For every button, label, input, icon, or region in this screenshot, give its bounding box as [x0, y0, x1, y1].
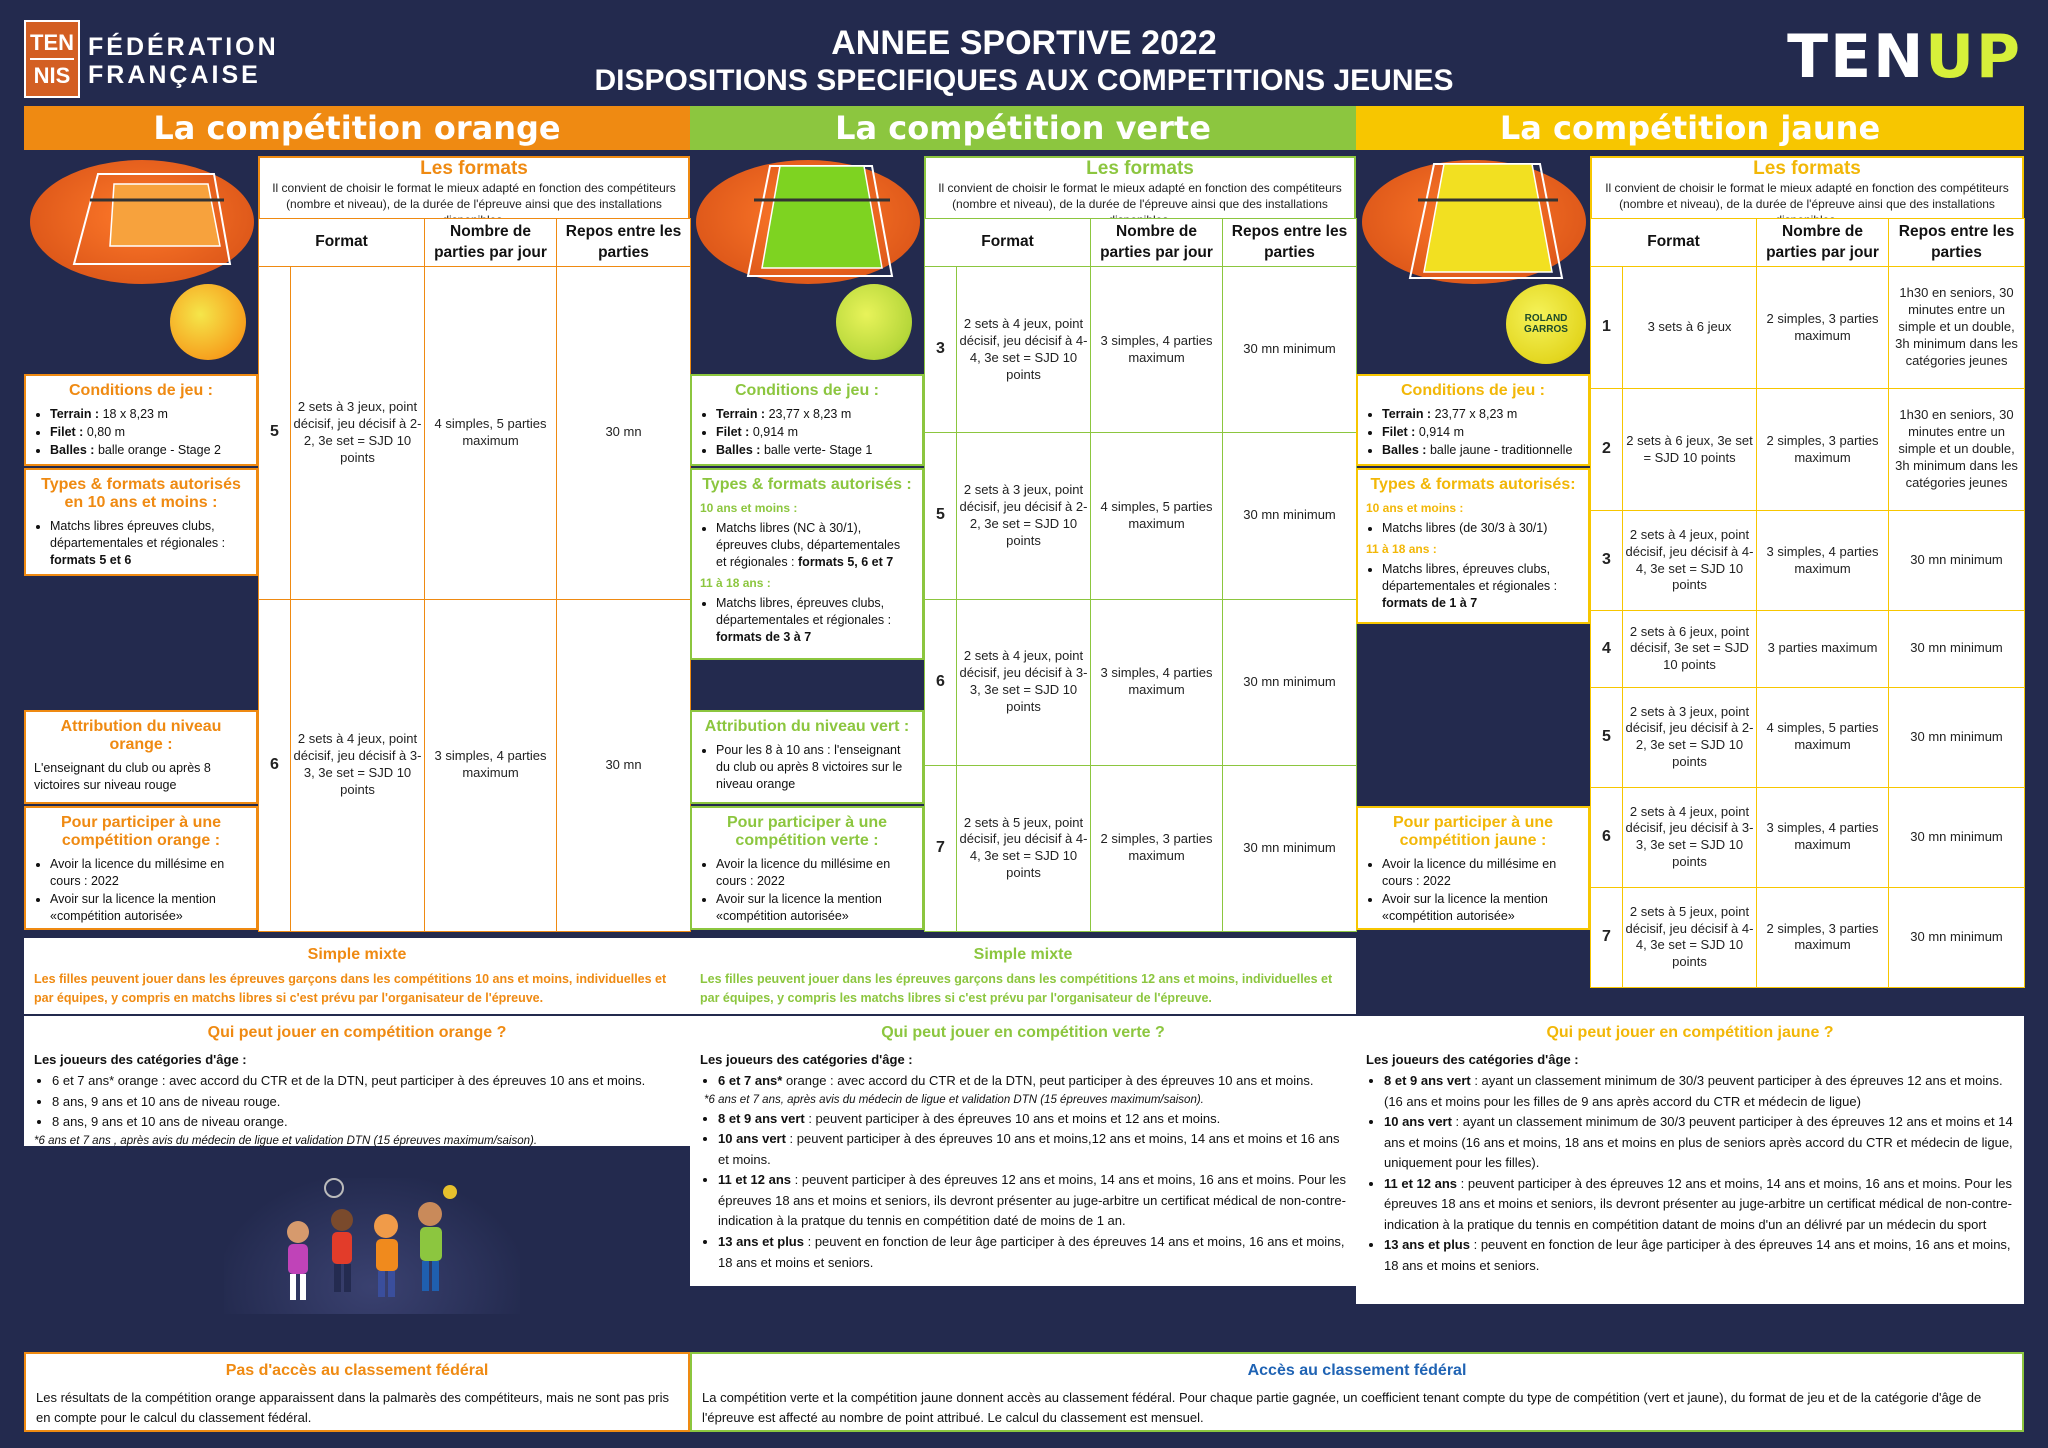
- repos-cell: 30 mn minimum: [1889, 511, 2025, 611]
- col-format: Format: [259, 219, 425, 267]
- col-format: Format: [1591, 219, 1757, 267]
- table-row: [1591, 511, 2025, 611]
- types-item2: • Matchs libres, épreuves clubs, départementales et régionales : formats de 3 à 7: [716, 595, 914, 646]
- orange-conditions: [24, 374, 258, 466]
- format-cell: 2 sets à 3 jeux, point décisif, jeu décisif à 2-2, 3e set = SJD 10 points: [957, 433, 1091, 599]
- formats-desc2: (nombre et niveau), de la durée de l'épreuve ainsi que des installations: [286, 197, 662, 212]
- orange-participer: [24, 806, 258, 930]
- green-formats-table: [924, 218, 1357, 932]
- ball-brand-text: ROLAND GARROS: [1524, 313, 1568, 335]
- parties-cell: 2 simples, 3 parties maximum: [1091, 765, 1223, 931]
- format-cell: 2 sets à 3 jeux, point décisif, jeu décisif à 2-2, 3e set = SJD 10 points: [291, 267, 425, 600]
- parties-cell: 3 simples, 4 parties maximum: [1091, 599, 1223, 765]
- format-num: 7: [925, 765, 957, 931]
- repos-cell: 30 mn minimum: [1889, 887, 2025, 987]
- table-row: [925, 433, 1357, 599]
- court-lines-icon: [696, 160, 920, 284]
- formats-desc1: Il convient de choisir le format le mieux adapté en fonction des compétiteurs: [1605, 181, 2009, 195]
- who-item: • 13 ans et plus : peuvent en fonction de leur âge participer à des épreuves 14 ans et moins, 16 ans et moins, 18 ans et moins et seniors.: [1384, 1235, 2014, 1276]
- cond-filet: • Filet : 0,914 m: [716, 424, 914, 441]
- table-row: [1591, 611, 2025, 688]
- cond-balles: • Balles : balle verte- Stage 1: [716, 442, 914, 459]
- format-cell: 2 sets à 6 jeux, point décisif, 3e set = SJD 10 points: [1623, 611, 1757, 688]
- types-item: • Matchs libres épreuves clubs, départementales et régionales : formats 5 et 6: [50, 518, 248, 569]
- col-format: Format: [925, 219, 1091, 267]
- formats-title: Les formats: [420, 158, 528, 179]
- who-title: Qui peut jouer en compétition verte ?: [881, 1024, 1165, 1041]
- participer-title: Pour participer à une compétition verte :: [726, 814, 888, 849]
- types-title: Types & formats autorisés en 10 ans et moins :: [41, 476, 241, 511]
- format-cell: 2 sets à 5 jeux, point décisif, jeu décisif à 4-4, 3e set = SJD 10 points: [957, 765, 1091, 931]
- who-note: *6 ans et 7 ans, après avis du médecin de ligue et validation DTN (15 épreuves maximum/saison).: [704, 1093, 1204, 1106]
- types-title: Types & formats autorisés :: [702, 476, 912, 493]
- parties-cell: 4 simples, 5 parties maximum: [1757, 687, 1889, 787]
- format-cell: 2 sets à 5 jeux, point décisif, jeu décisif à 4-4, 3e set = SJD 10 points: [1623, 887, 1757, 987]
- who-note: *6 ans et 7 ans , après avis du médecin de ligue et validation DTN (15 épreuves maximum/saison).: [34, 1134, 538, 1147]
- fft-logo: [24, 20, 80, 98]
- tenup-ten: TEN: [1787, 22, 1926, 92]
- orange-who: [24, 1016, 690, 1146]
- format-cell: 2 sets à 4 jeux, point décisif, jeu décisif à 3-3, 3e set = SJD 10 points: [957, 599, 1091, 765]
- format-num: 5: [1591, 687, 1623, 787]
- who-item: • 6 et 7 ans* orange : avec accord du CTR et de la DTN, peut participer à des épreuves 10 ans et moins.: [718, 1071, 1346, 1092]
- parties-cell: 2 simples, 3 parties maximum: [1757, 389, 1889, 511]
- format-num: 4: [1591, 611, 1623, 688]
- col-repos: Repos entre les parties: [557, 219, 691, 267]
- parties-cell: 2 simples, 3 parties maximum: [1757, 887, 1889, 987]
- repos-cell: 30 mn minimum: [1889, 611, 2025, 688]
- cond-balles: • Balles : balle orange - Stage 2: [50, 442, 248, 459]
- formats-desc2: (nombre et niveau), de la durée de l'épreuve ainsi que des installations: [1619, 197, 1995, 212]
- table-row: [1591, 389, 2025, 511]
- cond-filet: • Filet : 0,80 m: [50, 424, 248, 441]
- yellow-ball-icon: [1506, 284, 1586, 364]
- cond-terrain: • Terrain : 18 x 8,23 m: [50, 406, 248, 423]
- format-num: 7: [1591, 887, 1623, 987]
- attrib-text: • Pour les 8 à 10 ans : l'enseignant du club ou après 8 victoires sur le niveau orange: [716, 742, 914, 793]
- types-sub1: 10 ans et moins :: [700, 501, 798, 515]
- who-item: • 8 et 9 ans vert : ayant un classement minimum de 30/3 peuvent participer à des épreuves 12 ans et moins. (16 ans et moins pour les filles de 9 ans après accord du CTR et médecin de ligue): [1384, 1071, 2014, 1112]
- table-row: [259, 267, 691, 600]
- formats-desc1: Il convient de choisir le format le mieux adapté en fonction des compétiteurs: [272, 181, 676, 195]
- types-sub2: 11 à 18 ans :: [1366, 542, 1437, 557]
- parties-cell: 3 simples, 4 parties maximum: [1091, 267, 1223, 433]
- cond-filet: • Filet : 0,914 m: [1382, 424, 1580, 441]
- participer-1: • Avoir la licence du millésime en cours : 2022: [716, 856, 914, 890]
- federation-line2: FRANÇAISE: [88, 60, 261, 89]
- attrib-text: L'enseignant du club ou après 8 victoires sur niveau rouge: [34, 761, 211, 792]
- parties-cell: 4 simples, 5 parties maximum: [1091, 433, 1223, 599]
- conditions-title: Conditions de jeu :: [735, 382, 879, 399]
- format-cell: 2 sets à 4 jeux, point décisif, jeu décisif à 3-3, 3e set = SJD 10 points: [291, 599, 425, 932]
- tenup-up: UP: [1925, 22, 2022, 92]
- logo-text-bottom: NIS: [33, 63, 71, 88]
- who-item: • 8 ans, 9 ans et 10 ans de niveau rouge.: [52, 1092, 680, 1113]
- parties-cell: 3 simples, 4 parties maximum: [1757, 787, 1889, 887]
- col-parties: Nombre de parties par jour: [1091, 219, 1223, 267]
- repos-cell: 30 mn: [557, 599, 691, 932]
- repos-cell: 1h30 en seniors, 30 minutes entre un simple et un double, 3h minimum dans les catégories jeunes: [1889, 267, 2025, 389]
- table-row: [1591, 887, 2025, 987]
- cond-balles: • Balles : balle jaune - traditionnelle: [1382, 442, 1580, 459]
- participer-2: • Avoir sur la licence la mention «compétition autorisée»: [716, 891, 914, 925]
- repos-cell: 30 mn: [557, 267, 691, 600]
- who-label: Les joueurs des catégories d'âge :: [700, 1052, 913, 1067]
- green-yellow-access: [690, 1352, 2024, 1432]
- formats-desc2: (nombre et niveau), de la durée de l'épreuve ainsi que des installations: [952, 197, 1328, 212]
- col-repos: Repos entre les parties: [1223, 219, 1357, 267]
- green-who: [690, 1016, 1356, 1286]
- orange-ball-icon: [170, 284, 246, 360]
- orange-simple-mixte: [24, 938, 690, 1014]
- access-title: Accès au classement fédéral: [1247, 1362, 1467, 1379]
- types-item1: • Matchs libres (NC à 30/1), épreuves clubs, départementales et régionales : formats 5, 6 et 7: [716, 520, 914, 571]
- format-num: 5: [259, 267, 291, 600]
- format-cell: 2 sets à 4 jeux, point décisif, jeu décisif à 3-3, 3e set = SJD 10 points: [1623, 787, 1757, 887]
- format-num: 6: [1591, 787, 1623, 887]
- table-row: [925, 599, 1357, 765]
- green-participer: [690, 806, 924, 930]
- attrib-title: Attribution du niveau orange :: [60, 718, 222, 753]
- repos-cell: 1h30 en seniors, 30 minutes entre un simple et un double, 3h minimum dans les catégories jeunes: [1889, 389, 2025, 511]
- format-num: 1: [1591, 267, 1623, 389]
- formats-title: Les formats: [1753, 158, 1861, 179]
- orange-access: [24, 1352, 690, 1432]
- simple-title: Simple mixte: [307, 946, 407, 963]
- access-title: Pas d'accès au classement fédéral: [225, 1362, 489, 1379]
- logo-text-top: TEN: [30, 29, 74, 55]
- col-parties: Nombre de parties par jour: [1757, 219, 1889, 267]
- kids-illustration: [224, 1178, 520, 1314]
- parties-cell: 3 parties maximum: [1757, 611, 1889, 688]
- band-orange: La compétition orange: [24, 106, 690, 150]
- kids-players-icon: [224, 1178, 520, 1314]
- yellow-conditions: [1356, 374, 1590, 466]
- page-title: ANNEE SPORTIVE 2022: [831, 24, 1217, 62]
- parties-cell: 3 simples, 4 parties maximum: [1757, 511, 1889, 611]
- yellow-court-illustration: [1362, 160, 1586, 284]
- table-row: [1591, 787, 2025, 887]
- col-parties: Nombre de parties par jour: [425, 219, 557, 267]
- who-item: • 8 et 9 ans vert : peuvent participer à des épreuves 10 ans et moins et 12 ans et moins.: [718, 1109, 1346, 1130]
- participer-2: • Avoir sur la licence la mention «compétition autorisée»: [1382, 891, 1580, 925]
- types-sub1: 10 ans et moins :: [1366, 501, 1464, 515]
- table-row: [259, 599, 691, 932]
- who-title: Qui peut jouer en compétition jaune ?: [1546, 1024, 1834, 1041]
- types-sub2: 11 à 18 ans :: [700, 575, 771, 590]
- green-types: [690, 468, 924, 660]
- participer-1: • Avoir la licence du millésime en cours : 2022: [1382, 856, 1580, 890]
- who-label: Les joueurs des catégories d'âge :: [1366, 1052, 1579, 1067]
- cond-terrain: • Terrain : 23,77 x 8,23 m: [716, 406, 914, 423]
- types-item2: • Matchs libres, épreuves clubs, départementales et régionales : formats de 1 à 7: [1382, 561, 1580, 612]
- format-num: 3: [1591, 511, 1623, 611]
- table-row: [925, 267, 1357, 433]
- format-cell: 3 sets à 6 jeux: [1623, 267, 1757, 389]
- band-green: La compétition verte: [690, 106, 1356, 150]
- conditions-title: Conditions de jeu :: [69, 382, 213, 399]
- access-text: Les résultats de la compétition orange apparaissent dans la palmarès des compétiteurs, mais ne sont pas pris en compte pour le calcul du classement fédéral.: [36, 1390, 670, 1425]
- yellow-participer: [1356, 806, 1590, 930]
- orange-formats-table: [258, 218, 691, 932]
- types-item1: • Matchs libres (de 30/3 à 30/1): [1382, 520, 1580, 537]
- band-yellow: La compétition jaune: [1356, 106, 2024, 150]
- parties-cell: 4 simples, 5 parties maximum: [425, 267, 557, 600]
- formats-desc1: Il convient de choisir le format le mieux adapté en fonction des compétiteurs: [938, 181, 1342, 195]
- format-num: 6: [259, 599, 291, 932]
- who-item: • 11 et 12 ans : peuvent participer à des épreuves 12 ans et moins, 14 ans et moins, 16 ans et moins. Pour les épreuves 18 ans et moins et seniors, ils devront présenter au juge-arbitre un certificat médical de non-contre-indication à la pratque du tennis en compétition daté de moins de 1 an.: [718, 1170, 1346, 1232]
- who-label: Les joueurs des catégories d'âge :: [34, 1052, 247, 1067]
- format-cell: 2 sets à 3 jeux, point décisif, jeu décisif à 2-2, 3e set = SJD 10 points: [1623, 687, 1757, 787]
- who-item: • 11 et 12 ans : peuvent participer à des épreuves 12 ans et moins, 14 ans et moins, 16 ans et moins. Pour les épreuves 18 ans et moins et seniors, ils devront présenter au juge-arbitre un certificat médical de non-contre-indication à la pratique du tennis en compétition datant de moins d'un an délivré par un médecin du sport: [1384, 1174, 2014, 1236]
- green-attribution: [690, 710, 924, 804]
- yellow-types: [1356, 468, 1590, 624]
- repos-cell: 30 mn minimum: [1223, 267, 1357, 433]
- participer-2: • Avoir sur la licence la mention «compétition autorisée»: [50, 891, 248, 925]
- table-row: [1591, 267, 2025, 389]
- table-row: [1591, 687, 2025, 787]
- federation-name: [88, 34, 279, 89]
- cond-terrain: • Terrain : 23,77 x 8,23 m: [1382, 406, 1580, 423]
- col-repos: Repos entre les parties: [1889, 219, 2025, 267]
- who-item: • 10 ans vert : ayant un classement minimum de 30/3 peuvent participer à des épreuves 12 ans et moins et 14 ans et moins (16 ans et moins, 18 ans et moins en plus de seniors après accord du CTR et médecin de ligue, uniquement pour les filles).: [1384, 1112, 2014, 1174]
- green-court-illustration: [696, 160, 920, 284]
- format-cell: 2 sets à 6 jeux, 3e set = SJD 10 points: [1623, 389, 1757, 511]
- format-num: 2: [1591, 389, 1623, 511]
- who-item: • 13 ans et plus : peuvent en fonction de leur âge participer à des épreuves 14 ans et moins, 16 ans et moins, 18 ans et moins et seniors.: [718, 1232, 1346, 1273]
- green-ball-icon: [836, 284, 912, 360]
- simple-text: Les filles peuvent jouer dans les épreuves garçons dans les compétitions 10 ans et moins, individuelles et par équipes, y compris en matchs libres si c'est prévu par l'organisateur de l'épreuve.: [34, 972, 667, 1006]
- repos-cell: 30 mn minimum: [1223, 433, 1357, 599]
- who-item: • 8 ans, 9 ans et 10 ans de niveau orange.: [52, 1112, 680, 1133]
- repos-cell: 30 mn minimum: [1223, 599, 1357, 765]
- format-cell: 2 sets à 4 jeux, point décisif, jeu décisif à 4-4, 3e set = SJD 10 points: [957, 267, 1091, 433]
- court-lines-icon: [30, 160, 254, 284]
- repos-cell: 30 mn minimum: [1223, 765, 1357, 931]
- format-num: 5: [925, 433, 957, 599]
- page-subtitle: DISPOSITIONS SPECIFIQUES AUX COMPETITIONS JEUNES: [594, 64, 1454, 97]
- who-item: • 6 et 7 ans* orange : avec accord du CTR et de la DTN, peut participer à des épreuves 10 ans et moins.: [52, 1071, 680, 1092]
- formats-title: Les formats: [1086, 158, 1194, 179]
- parties-cell: 3 simples, 4 parties maximum: [425, 599, 557, 932]
- participer-1: • Avoir la licence du millésime en cours : 2022: [50, 856, 248, 890]
- green-simple-mixte: [690, 938, 1356, 1014]
- repos-cell: 30 mn minimum: [1889, 787, 2025, 887]
- format-cell: 2 sets à 4 jeux, point décisif, jeu décisif à 4-4, 3e set = SJD 10 points: [1623, 511, 1757, 611]
- format-num: 6: [925, 599, 957, 765]
- tenup-logo: [1787, 22, 2022, 92]
- simple-text: Les filles peuvent jouer dans les épreuves garçons dans les compétitions 12 ans et moins, individuelles et par équipes, y compris les matchs libres si c'est prévu par l'organisateur de l'épreuve.: [700, 972, 1333, 1006]
- participer-title: Pour participer à une compétition orange :: [60, 814, 222, 849]
- conditions-title: Conditions de jeu :: [1401, 382, 1545, 399]
- court-lines-icon: [1362, 160, 1586, 284]
- green-conditions: [690, 374, 924, 466]
- types-title: Types & formats autorisés:: [1370, 476, 1576, 493]
- orange-court-illustration: [30, 160, 254, 284]
- orange-types: [24, 468, 258, 576]
- federation-line1: FÉDÉRATION: [88, 33, 279, 61]
- orange-attribution: [24, 710, 258, 804]
- repos-cell: 30 mn minimum: [1889, 687, 2025, 787]
- simple-title: Simple mixte: [973, 946, 1073, 963]
- table-row: [925, 765, 1357, 931]
- parties-cell: 2 simples, 3 parties maximum: [1757, 267, 1889, 389]
- who-item: • 10 ans vert : peuvent participer à des épreuves 10 ans et moins,12 ans et moins, 14 ans et moins et 16 ans et moins.: [718, 1129, 1346, 1170]
- yellow-formats-table: [1590, 218, 2025, 988]
- format-num: 3: [925, 267, 957, 433]
- yellow-who: [1356, 1016, 2024, 1304]
- access-text: La compétition verte et la compétition jaune donnent accès au classement fédéral. Pour chaque partie gagnée, un coefficient tenant compte du type de compétition (vert et jaune), du format de jeu et de la catégorie d'âge de l'épreuve est affecté au nombre de point attribué. Le calcul du classement est mensuel.: [702, 1390, 1982, 1425]
- participer-title: Pour participer à une compétition jaune :: [1392, 814, 1554, 849]
- who-title: Qui peut jouer en compétition orange ?: [207, 1024, 507, 1041]
- attrib-title: Attribution du niveau vert :: [704, 718, 910, 735]
- logo-divider: [30, 58, 74, 60]
